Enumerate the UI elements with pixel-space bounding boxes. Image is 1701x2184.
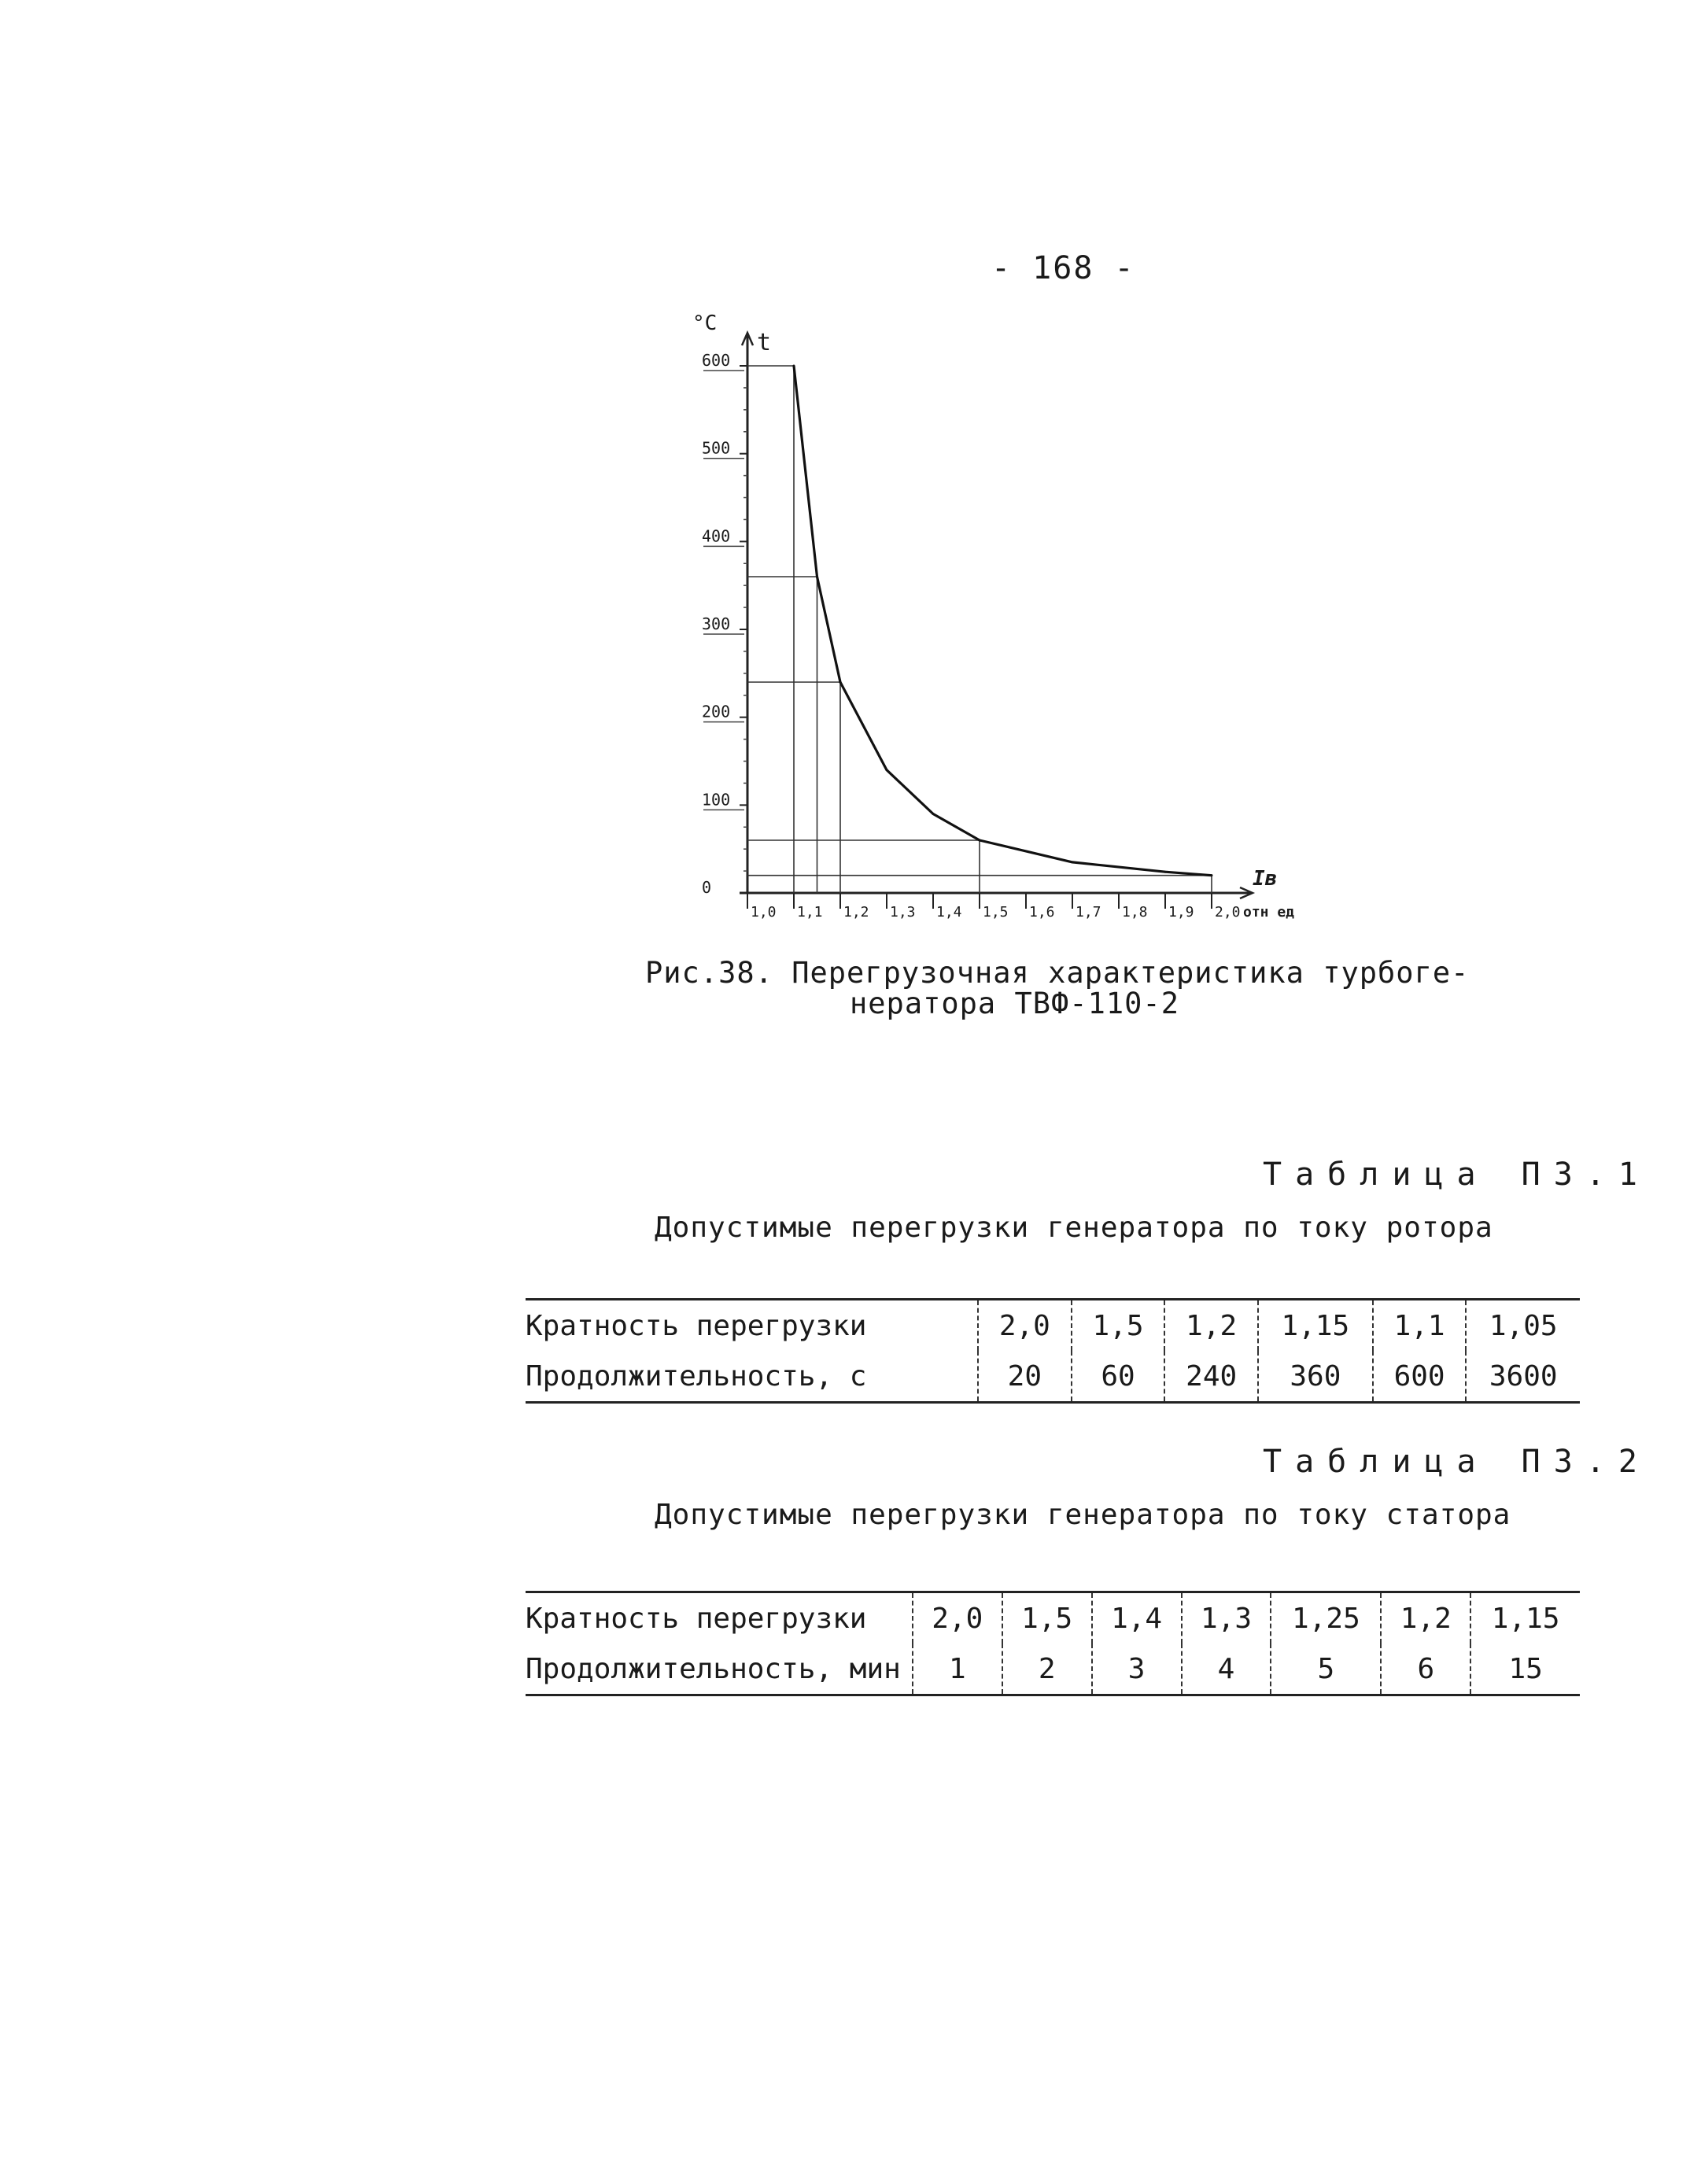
y-tick-label: 0 xyxy=(702,878,712,897)
x-tick-label: 1,0 xyxy=(751,904,777,920)
y-tick-label: 400 xyxy=(702,526,731,546)
data-point xyxy=(932,813,935,815)
table1-heading: Допустимые перегрузки генератора по току ротора xyxy=(655,1212,1493,1244)
table-cell: 5 xyxy=(1271,1644,1381,1695)
data-point xyxy=(979,839,981,842)
y-tick-label: 600 xyxy=(702,351,731,370)
page-number: - 168 - xyxy=(991,250,1135,286)
table-cell: 240 xyxy=(1164,1351,1258,1403)
table-cell: 1,15 xyxy=(1470,1592,1580,1644)
y-axis-label: t xyxy=(757,329,772,356)
table-row xyxy=(526,1644,1580,1695)
data-point xyxy=(839,681,842,684)
table-cell: 360 xyxy=(1258,1351,1373,1403)
table-cell-label: Кратность перегрузки xyxy=(526,1592,913,1644)
y-axis-unit: °C xyxy=(692,312,718,335)
table-cell: 1,25 xyxy=(1271,1592,1381,1644)
x-tick-label: 1,2 xyxy=(843,904,869,920)
x-tick-label: 1,7 xyxy=(1076,904,1101,920)
table-cell: 1 xyxy=(913,1644,1002,1695)
table-cell: 600 xyxy=(1373,1351,1467,1403)
table-cell: 20 xyxy=(978,1351,1072,1403)
table-cell: 1,05 xyxy=(1466,1300,1580,1352)
x-tick-label: 2,0 xyxy=(1215,904,1241,920)
table-cell: 1,2 xyxy=(1164,1300,1258,1352)
data-point xyxy=(1211,874,1213,876)
table-cell: 2,0 xyxy=(978,1300,1072,1352)
table-cell: 60 xyxy=(1072,1351,1165,1403)
table-cell: 1,5 xyxy=(1072,1300,1165,1352)
table-cell: 6 xyxy=(1381,1644,1470,1695)
table-cell: 1,3 xyxy=(1182,1592,1271,1644)
caption-line-2: нератора ТВФ-110-2 xyxy=(850,986,1179,1020)
table-cell: 4 xyxy=(1182,1644,1271,1695)
data-point xyxy=(1164,871,1167,873)
stator-overload-table xyxy=(526,1591,1580,1696)
rotor-overload-table xyxy=(526,1298,1580,1404)
table-row xyxy=(526,1592,1580,1644)
x-tick-label: 1,8 xyxy=(1122,904,1148,920)
x-tick-label: 1,6 xyxy=(1029,904,1055,920)
y-tick-label: 200 xyxy=(702,702,731,721)
table-cell: 2,0 xyxy=(913,1592,1002,1644)
table-cell: 1,2 xyxy=(1381,1592,1470,1644)
table-row xyxy=(526,1351,1580,1403)
overload-characteristic-chart xyxy=(684,311,1345,948)
table-cell-label: Продолжительность, мин xyxy=(526,1644,913,1695)
table2-heading: Допустимые перегрузки генератора по току статора xyxy=(655,1499,1511,1531)
data-point xyxy=(793,365,795,367)
table-cell: 2 xyxy=(1002,1644,1092,1695)
x-tick-label: 1,9 xyxy=(1168,904,1194,920)
table-cell-label: Продолжительность, с xyxy=(526,1351,978,1403)
x-tick-label: 1,4 xyxy=(936,904,962,920)
y-tick-label: 500 xyxy=(702,438,731,458)
table-cell: 1,15 xyxy=(1258,1300,1373,1352)
data-point xyxy=(816,576,818,578)
x-tick-label: 1,5 xyxy=(983,904,1009,920)
y-tick-label: 300 xyxy=(702,614,731,633)
table-cell: 1,4 xyxy=(1092,1592,1182,1644)
x-axis-label: Iв xyxy=(1253,867,1278,891)
table1-title: Таблица П3.1 xyxy=(1263,1157,1651,1193)
figure-caption xyxy=(645,958,1469,1020)
x-axis-unit: отн ед xyxy=(1243,904,1295,920)
data-point xyxy=(886,769,888,771)
x-tick-label: 1,1 xyxy=(797,904,823,920)
table-cell: 3600 xyxy=(1466,1351,1580,1403)
table-cell: 1,1 xyxy=(1373,1300,1467,1352)
data-point xyxy=(1072,861,1074,863)
x-tick-label: 1,3 xyxy=(890,904,916,920)
y-tick-label: 100 xyxy=(702,790,731,810)
table-row xyxy=(526,1300,1580,1352)
table2-title: Таблица П3.2 xyxy=(1263,1444,1651,1480)
table-cell: 15 xyxy=(1470,1644,1580,1695)
caption-line-1: Рис.38. Перегрузочная характеристика турбоге- xyxy=(645,956,1470,990)
table-cell-label: Кратность перегрузки xyxy=(526,1300,978,1352)
table-cell: 1,5 xyxy=(1002,1592,1092,1644)
table-cell: 3 xyxy=(1092,1644,1182,1695)
overload-curve xyxy=(794,366,1212,876)
